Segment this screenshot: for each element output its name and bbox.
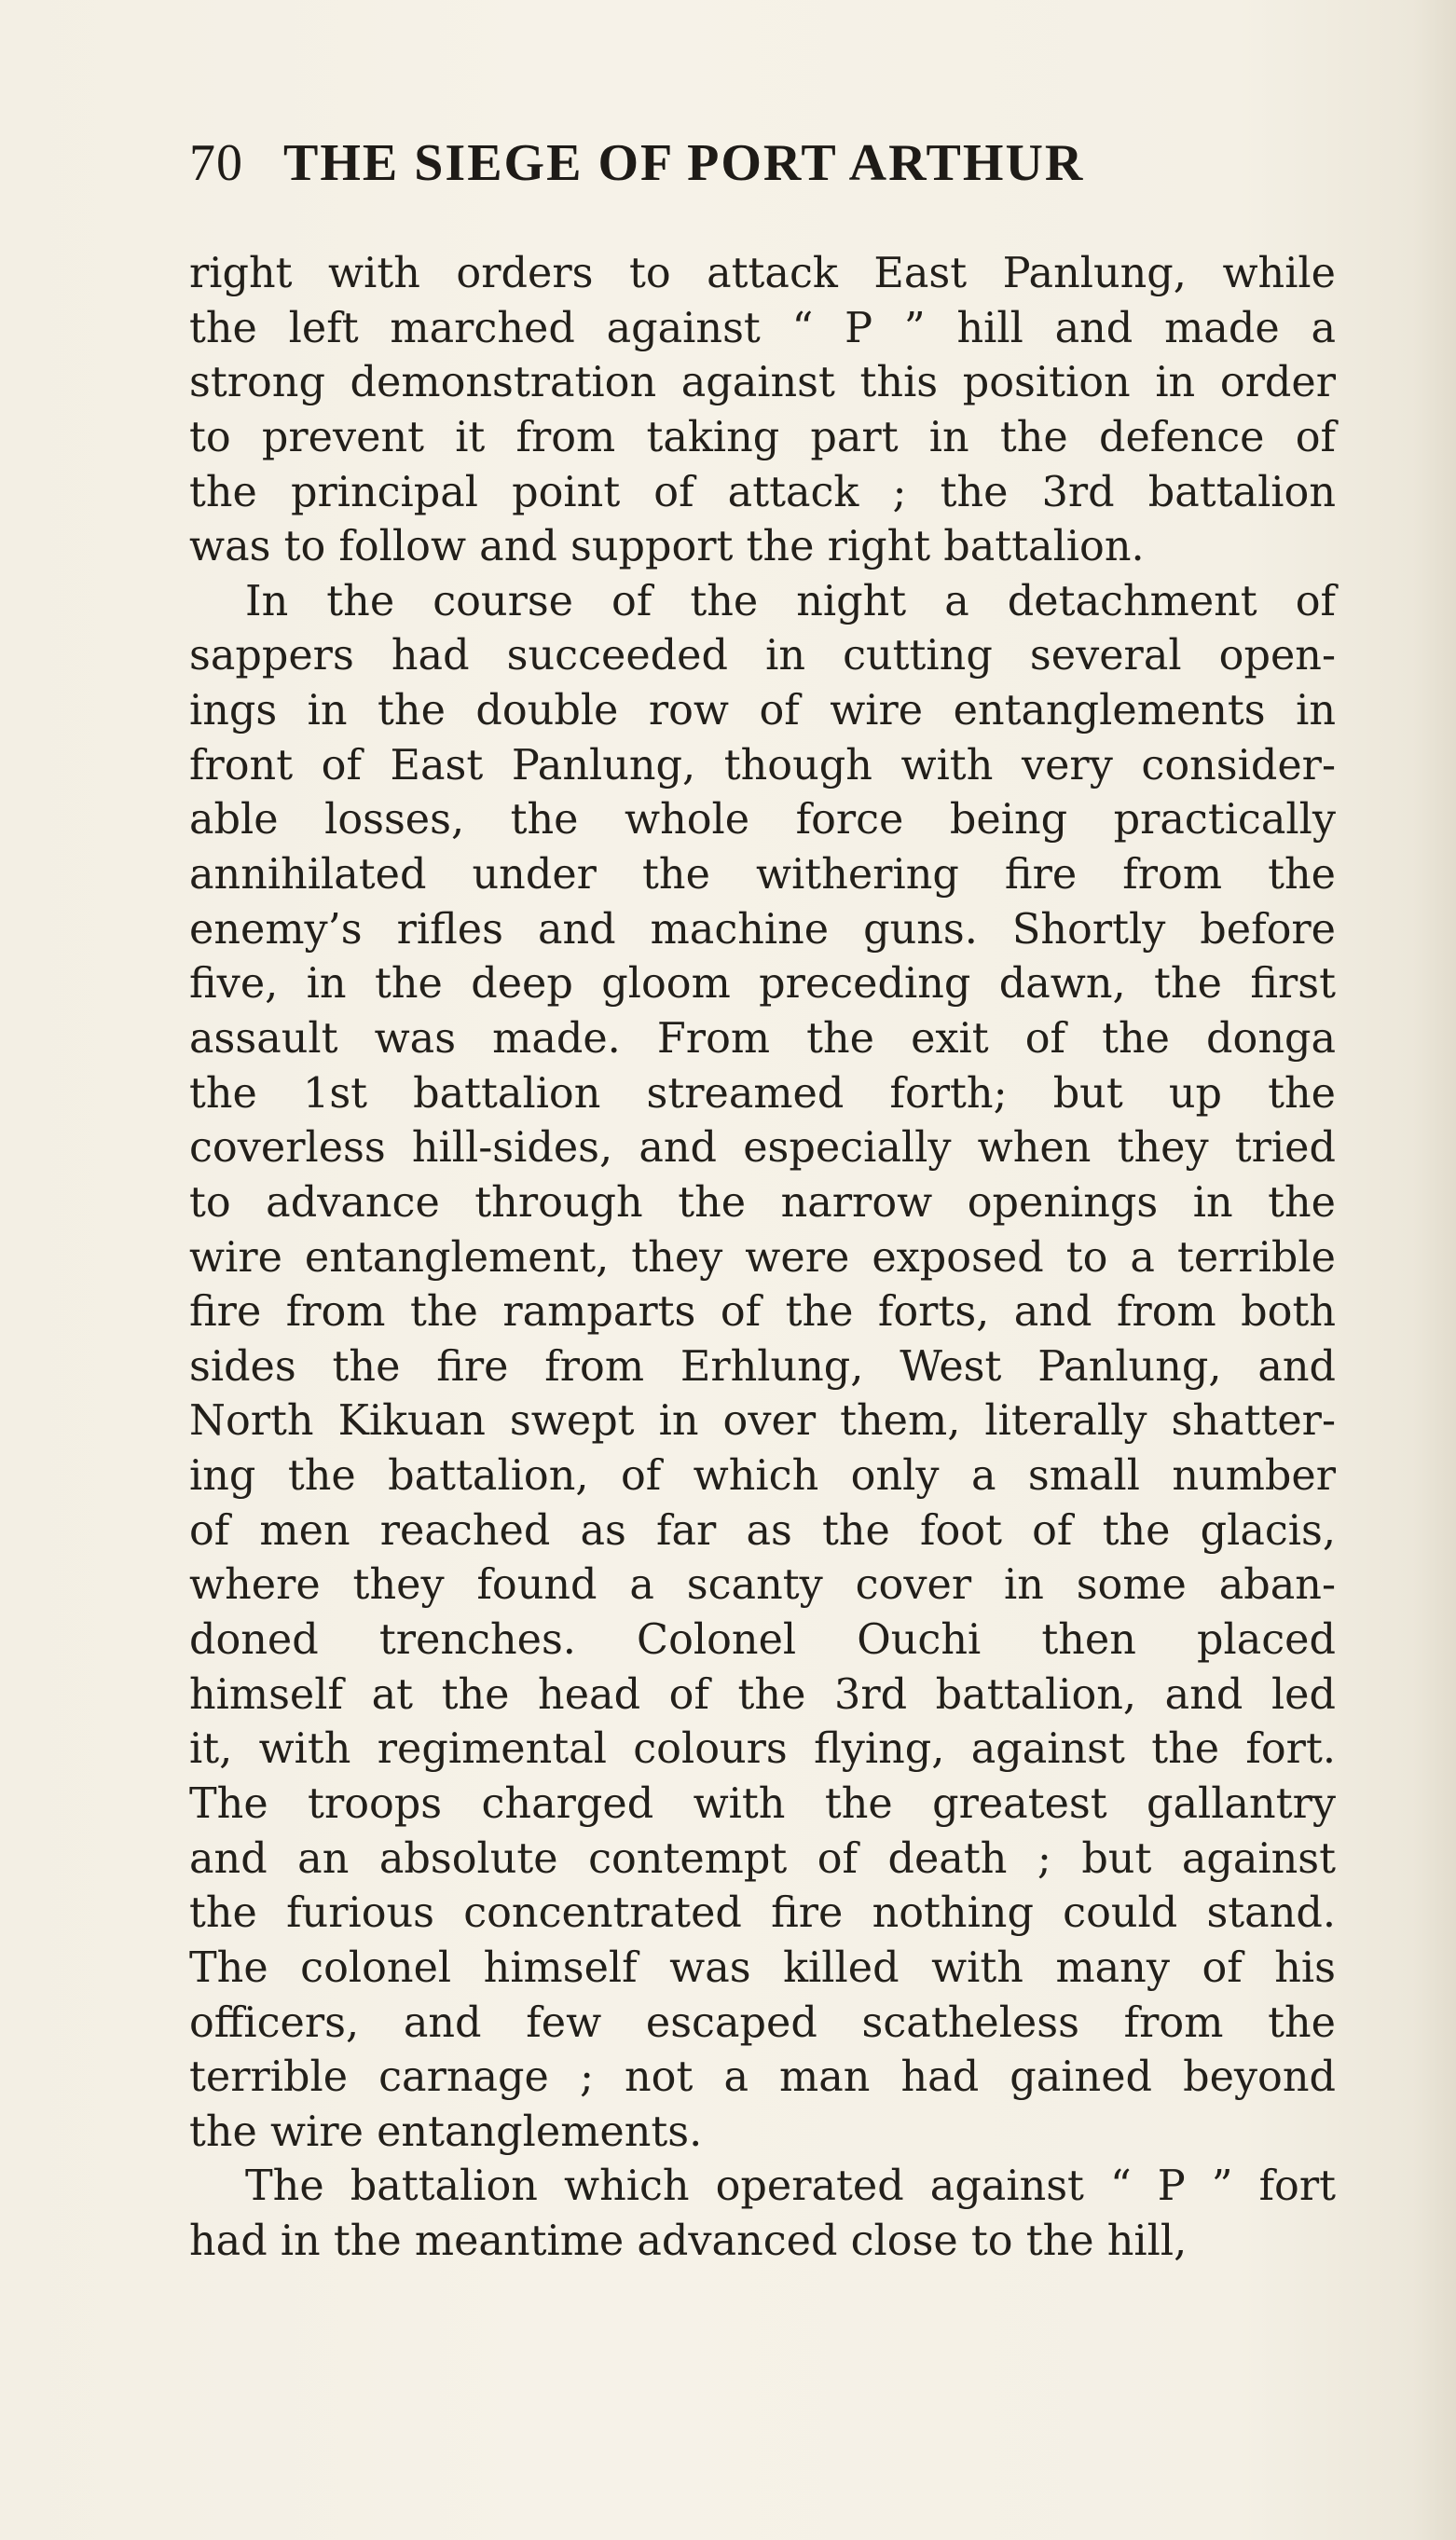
text-line: the principal point of attack ; the 3rd battalion: [189, 468, 1336, 516]
text-line: and an absolute contempt of death ; but against: [189, 1834, 1336, 1883]
text-line: front of East Panlung, though with very consider-: [189, 741, 1336, 789]
text-line: In the course of the night a detachment of: [245, 577, 1336, 625]
text-line: where they found a scanty cover in some aban-: [189, 1561, 1336, 1610]
text-line: The colonel himself was killed with many of his: [189, 1943, 1336, 1992]
page-number: 70: [189, 134, 243, 192]
page-header: [189, 130, 1336, 196]
text-line: enemy’s rifles and machine guns. Shortly before: [189, 905, 1336, 954]
text-line: assault was made. From the exit of the donga: [189, 1014, 1336, 1063]
text-line: The troops charged with the greatest gallantry: [189, 1779, 1336, 1828]
text-line: doned trenches. Colonel Ouchi then placed: [189, 1616, 1336, 1665]
text-line: to advance through the narrow openings in the: [189, 1178, 1336, 1227]
text-line: of men reached as far as the foot of the glacis,: [189, 1506, 1336, 1555]
text-line: right with orders to attack East Panlung, while: [189, 250, 1336, 297]
text-line: ings in the double row of wire entanglements in: [189, 687, 1336, 735]
text-line: annihilated under the withering fire from the: [189, 851, 1336, 899]
body-text: [189, 247, 1336, 2270]
text-line: the left marched against “ P ” hill and made a: [189, 304, 1336, 352]
text-line: coverless hill-sides, and especially when they tried: [189, 1124, 1336, 1173]
text-line: to prevent it from taking part in the defence of: [189, 413, 1336, 461]
text-line: ing the battalion, of which only a small number: [189, 1452, 1336, 1501]
text-line: fire from the ramparts of the forts, and from both: [189, 1288, 1336, 1337]
text-line: was to follow and support the right battalion.: [189, 523, 1145, 571]
text-line: sides the fire from Erhlung, West Panlung, and: [189, 1342, 1336, 1391]
text-line: able losses, the whole force being practically: [189, 796, 1336, 844]
text-line: officers, and few escaped scatheless from the: [189, 1998, 1336, 2047]
text-line: the wire entanglements.: [189, 2108, 703, 2156]
paragraph: [189, 2160, 1336, 2269]
text-line: sappers had succeeded in cutting several open-: [189, 632, 1336, 680]
text-line: the 1st battalion streamed forth; but up the: [189, 1069, 1336, 1118]
text-line: terrible carnage ; not a man had gained beyond: [189, 2053, 1336, 2102]
text-line: The battalion which operated against “ P ” fort: [245, 2162, 1336, 2211]
text-line: himself at the head of the 3rd battalion, and led: [189, 1670, 1336, 1719]
running-title: THE SIEGE OF PORT ARTHUR: [283, 134, 1085, 192]
text-line: strong demonstration against this position in order: [189, 359, 1336, 407]
text-line: five, in the deep gloom preceding dawn, the first: [189, 960, 1336, 1009]
text-line: wire entanglement, they were exposed to a terrible: [189, 1233, 1336, 1282]
text-line: the furious concentrated fire nothing could stand.: [189, 1889, 1336, 1938]
text-line: it, with regimental colours flying, against the fort.: [189, 1725, 1336, 1774]
paragraph: [189, 247, 1336, 575]
text-line: North Kikuan swept in over them, literally shatter-: [189, 1397, 1336, 1446]
text-line: had in the meantime advanced close to the hill,: [189, 2217, 1188, 2266]
paragraph: [189, 575, 1336, 2161]
